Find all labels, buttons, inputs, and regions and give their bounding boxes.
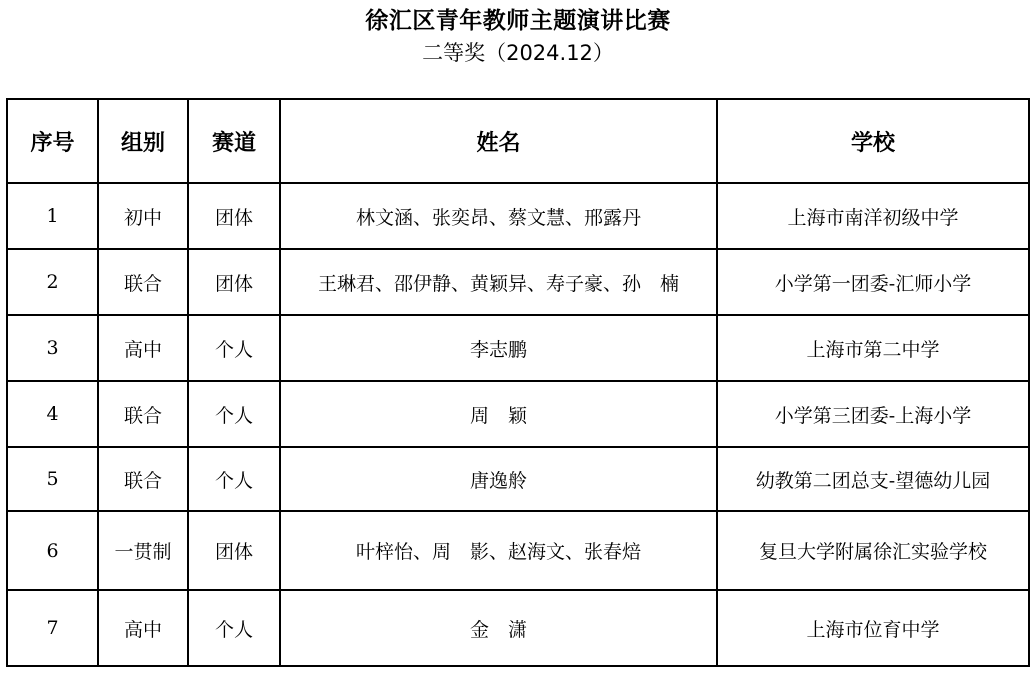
cell-school: 上海市南洋初级中学 bbox=[717, 183, 1029, 249]
cell-school: 上海市第二中学 bbox=[717, 315, 1029, 381]
table-row bbox=[7, 590, 1029, 666]
table-header-row bbox=[7, 99, 1029, 183]
document-title: 徐汇区青年教师主题演讲比赛 bbox=[365, 8, 671, 34]
cell-names: 叶梓怡、周 影、赵海文、张春焙 bbox=[280, 511, 717, 590]
cell-school: 小学第三团委-上海小学 bbox=[717, 381, 1029, 447]
cell-school: 复旦大学附属徐汇实验学校 bbox=[717, 511, 1029, 590]
table-row bbox=[7, 315, 1029, 381]
cell-school: 小学第一团委-汇师小学 bbox=[717, 249, 1029, 315]
title-block bbox=[0, 6, 1036, 68]
cell-names: 林文涵、张奕昂、蔡文慧、邢露丹 bbox=[280, 183, 717, 249]
cell-school: 上海市位育中学 bbox=[717, 590, 1029, 666]
cell-names: 周 颖 bbox=[280, 381, 717, 447]
cell-group: 联合 bbox=[98, 381, 188, 447]
cell-group: 初中 bbox=[98, 183, 188, 249]
document-subtitle: 二等奖（2024.12） bbox=[422, 41, 614, 65]
cell-track: 个人 bbox=[188, 315, 280, 381]
table-row bbox=[7, 249, 1029, 315]
cell-no: 4 bbox=[7, 381, 98, 447]
cell-names: 金 潇 bbox=[280, 590, 717, 666]
table-row bbox=[7, 511, 1029, 590]
cell-group: 联合 bbox=[98, 447, 188, 511]
table-row bbox=[7, 183, 1029, 249]
header-school: 学校 bbox=[717, 99, 1029, 183]
cell-names: 王琳君、邵伊静、黄颖异、寿子豪、孙 楠 bbox=[280, 249, 717, 315]
cell-group: 高中 bbox=[98, 315, 188, 381]
cell-track: 个人 bbox=[188, 447, 280, 511]
cell-track: 团体 bbox=[188, 511, 280, 590]
header-no: 序号 bbox=[7, 99, 98, 183]
cell-no: 1 bbox=[7, 183, 98, 249]
cell-track: 个人 bbox=[188, 381, 280, 447]
cell-group: 高中 bbox=[98, 590, 188, 666]
cell-group: 联合 bbox=[98, 249, 188, 315]
awards-table bbox=[6, 98, 1030, 667]
cell-no: 7 bbox=[7, 590, 98, 666]
header-name: 姓名 bbox=[280, 99, 717, 183]
cell-track: 个人 bbox=[188, 590, 280, 666]
cell-no: 5 bbox=[7, 447, 98, 511]
cell-names: 李志鹏 bbox=[280, 315, 717, 381]
cell-no: 2 bbox=[7, 249, 98, 315]
cell-track: 团体 bbox=[188, 183, 280, 249]
table-row bbox=[7, 381, 1029, 447]
cell-track: 团体 bbox=[188, 249, 280, 315]
cell-no: 6 bbox=[7, 511, 98, 590]
cell-school: 幼教第二团总支-望德幼儿园 bbox=[717, 447, 1029, 511]
header-group: 组别 bbox=[98, 99, 188, 183]
cell-group: 一贯制 bbox=[98, 511, 188, 590]
cell-no: 3 bbox=[7, 315, 98, 381]
table-row bbox=[7, 447, 1029, 511]
cell-names: 唐逸舲 bbox=[280, 447, 717, 511]
header-track: 赛道 bbox=[188, 99, 280, 183]
